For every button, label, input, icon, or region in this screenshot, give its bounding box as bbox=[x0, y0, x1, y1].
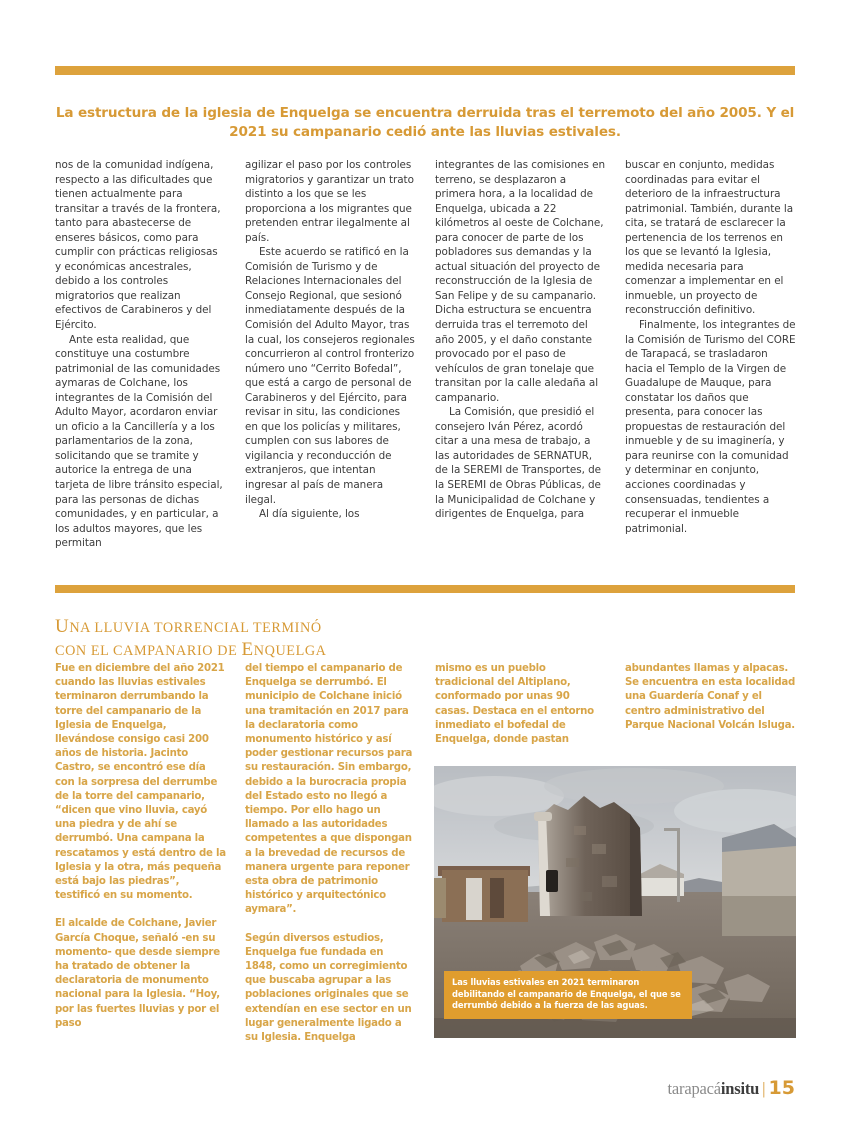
paragraph: abundantes llamas y alpacas. Se encuentra en esta localidad una Guardería Conaf y el centro administrativo del Parque Nacional Volcán Isluga. bbox=[625, 663, 796, 731]
page-number: 15 bbox=[768, 1077, 795, 1099]
section-heading-line-2 bbox=[55, 639, 435, 662]
photo-caption: Las lluvias estivales en 2021 terminaron debilitando el campanario de Enquelga, el que se derrumbó debido a la fuerza de las aguas. bbox=[444, 971, 692, 1019]
article-two-column-2 bbox=[245, 662, 416, 1045]
section-heading bbox=[55, 616, 435, 662]
paragraph: agilizar el paso por los controles migratorios y garantizar un trato distinto a los que se les proporciona a los migrantes que pretenden entrar ilegalmente al país. bbox=[245, 159, 414, 244]
article-one-column-1 bbox=[55, 158, 226, 551]
section-heading-line-2-pre: CON EL CAMPANARIO DE bbox=[55, 642, 242, 659]
article-one-column-3 bbox=[435, 158, 606, 551]
article-deck: La estructura de la iglesia de Enquelga se encuentra derruida tras el terremoto del año 2005. Y el 2021 su campanario cedió ante las lluvias estivales. bbox=[55, 105, 795, 140]
paragraph: Ante esta realidad, que constituye una costumbre patrimonial de las comunidades aymaras de Colchane, los integrantes de la Comisión del Adulto Mayor, acordaron enviar un oficio a la Cancillería y a los parlamentarios de la zona, solicitando que se tramite y autorice la entrega de una tarjeta de libre tránsito especial, para las personas de dichas comunidades, y en particular, a los adultos mayores, que les permitan bbox=[55, 333, 223, 550]
paragraph: Fue en diciembre del año 2021 cuando las lluvias estivales terminaron derrumbando la torre del campanario de la Iglesia de Enquelga, llevándose consigo casi 200 años de historia. Jacinto Castro, se encontró ese día con la sorpresa del derrumbe de la torre del campanario, “dicen que vino lluvia, cayó una piedra y de ahí se derrumbó. Una campana la rescatamos y está dentro de la Iglesia y la otra, más pequeña está bajo las piedras”, testificó en su momento. bbox=[55, 663, 226, 902]
paragraph: buscar en conjunto, medidas coordinadas para evitar el deterioro de la infraestructura patrimonial. También, durante la cita, se tratará de esclarecer la pertenencia de los terrenos en los que se levantó la Iglesia, medida necesaria para comenzar a implementar en el inmueble, un proyecto de reconstrucción definitivo. bbox=[625, 159, 794, 317]
brand-separator: | bbox=[762, 1079, 766, 1098]
paragraph: La Comisión, que presidió el consejero Iván Pérez, acordó citar a una mesa de trabajo, a las autoridades de SERNATUR, de la SEREMI de Transportes, de la SEREMI de Obras Públicas, de la Municipalidad de Colchane y dirigentes de Enquelga, para bbox=[435, 406, 602, 521]
article-two-column-1 bbox=[55, 662, 226, 1045]
article-one-column-4 bbox=[625, 158, 796, 551]
paragraph: mismo es un pueblo tradicional del Altiplano, conformado por unas 90 casas. Destaca en el entorno inmediato el bofedal de Enquelga, donde pastan bbox=[435, 663, 594, 746]
paragraph: del tiempo el campanario de Enquelga se derrumbó. El municipio de Colchane inició una tramitación en 2017 para la declaratoria como monumento histórico y así poder gestionar recursos para su restauración. Sin embargo, debido a la burocracia propia del Estado esto no llegó a tiempo. Por ello hago un llamado a las autoridades competentes a que dispongan a la brevedad de recursos de manera urgente para reponer esta obra de patrimonio histórico y arquitectónico aymara”. bbox=[245, 663, 413, 916]
paragraph: Este acuerdo se ratificó en la Comisión de Turismo y de Relaciones Internacionales del Consejo Regional, que sesionó inmediatamente después de la Comisión del Adulto Mayor, tras la cual, los consejeros regionales concurrieron al control fronterizo número uno “Cerrito Bofedal”, que está a cargo de personal de Carabineros y del Ejército, para revisar in situ, las condiciones en que los policías y militares, cumplen con sus labores de vigilancia y reconducción de extranjeros, que intentan ingresar al país de manera ilegal. bbox=[245, 246, 415, 506]
brand-name-light: tarapacá bbox=[667, 1079, 721, 1098]
paragraph: nos de la comunidad indígena, respecto a las dificultades que tienen actualmente para transitar a través de la frontera, tanto para abastecerse de enseres básicos, como para cumplir con prácticas religiosas y económicas ancestrales, debido a los controles migratorios que realizan efectivos de Carabineros y del Ejército. bbox=[55, 159, 221, 332]
section-heading-dropcap-1: U bbox=[55, 615, 70, 637]
article-one-columns bbox=[55, 158, 797, 551]
top-rule-divider bbox=[55, 66, 795, 75]
section-heading-line-2-text: NQUELGA bbox=[253, 642, 327, 659]
section-heading-dropcap-2: E bbox=[241, 638, 254, 660]
paragraph: Al día siguiente, los bbox=[259, 508, 360, 521]
section-heading-line-1-text: NA LLUVIA TORRENCIAL TERMINÓ bbox=[69, 619, 322, 636]
section-heading-line-1 bbox=[55, 616, 435, 639]
paragraph: Finalmente, los integrantes de la Comisión de Turismo del CORE de Tarapacá, se trasladaron hacia el Templo de la Virgen de Guadalupe de Mauque, para constatar los daños que presenta, para conocer las propuestas de restauración del inmueble y de su imaginería, y para reunirse con la comunidad y determinar en conjunto, acciones coordinadas y consensuadas, tendientes a recuperar el inmueble patrimonial. bbox=[625, 319, 796, 535]
paragraph: integrantes de las comisiones en terreno, se desplazaron a primera hora, a la localidad de Enquelga, ubicada a 22 kilómetros al oeste de Colchane, para conocer de parte de los pobladores sus demandas y la actual situación del proyecto de reconstrucción de la Iglesia de San Felipe y de su campanario. Dicha estructura se encuentra derruida tras el terremoto del año 2005, y el daño constante provocado por el paso de vehículos de gran tonelaje que transitan por la calle aledaña al campanario. bbox=[435, 159, 606, 404]
footer-brand bbox=[668, 1077, 795, 1099]
middle-rule-divider bbox=[55, 585, 795, 593]
paragraph: El alcalde de Colchane, Javier García Choque, señaló -en su momento- que desde siempre ha tratado de obtener la declaratoria de monumento nacional para la Iglesia. “Hoy, por las fuertes lluvias y por el paso bbox=[55, 918, 220, 1029]
article-one-column-2 bbox=[245, 158, 416, 551]
paragraph: Según diversos estudios, Enquelga fue fundada en 1848, como un corregimiento que buscaba agrupar a las poblaciones originales que se extendían en ese sector en un lugar generalmente ligado a su Iglesia. Enquelga bbox=[245, 932, 412, 1044]
brand-name-bold: insitu bbox=[720, 1079, 760, 1098]
